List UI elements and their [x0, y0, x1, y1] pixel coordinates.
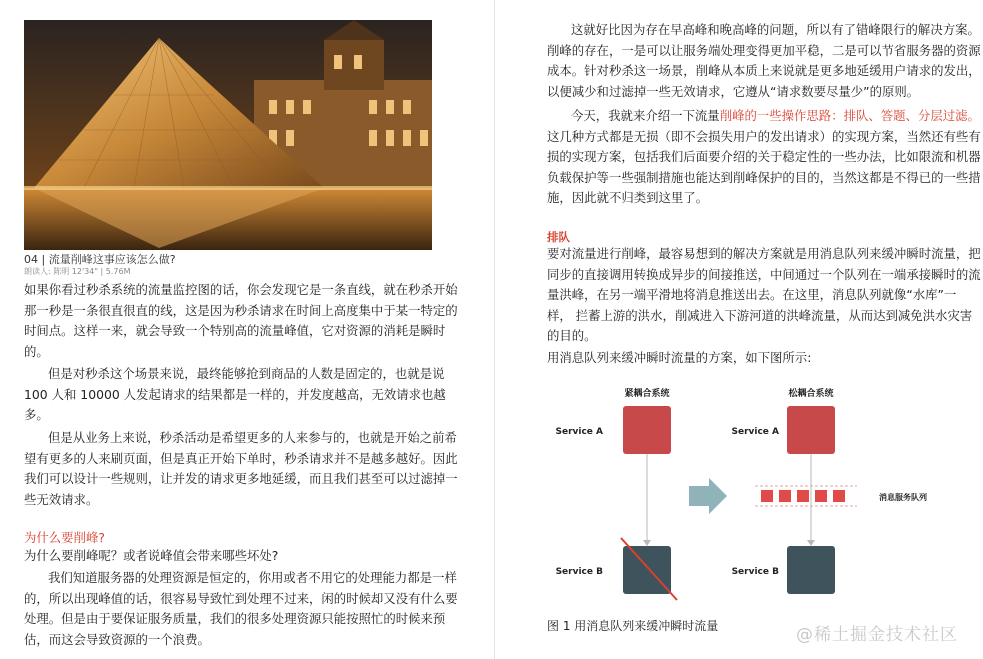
text-line: 但是从业务上来说，秒杀活动是希望更多的人来参与的，也就是开始之前希: [48, 430, 457, 445]
text-line: 那一秒是一条很直很直的线，这是因为秒杀请求在时间上高度集中于某一特定的: [24, 302, 458, 318]
audio-title: 04 | 流量削峰这事应该怎么做?: [24, 253, 176, 266]
arrow-head-icon: [643, 540, 651, 546]
service-a-label-left: Service A: [555, 427, 603, 437]
text-line: 同步的直接调用转换成异步的间接推送，中间通过一个队列在一端承接瞬时的流: [547, 266, 981, 282]
diagram-title-tight: 紧耦合系统: [624, 389, 670, 399]
text-line: 些无效请求。: [24, 491, 99, 507]
highlighted-text: 削峰的一些操作思路：排队、答题、分层过滤。: [719, 108, 980, 123]
text-line: 时间点。这样一来，就会导致一个特别高的流量峰值，它对资源的消耗是瞬时: [24, 323, 446, 338]
text-line: 以便减少和过滤掉一些无效请求，它遵从“请求数要尽量少”的原则。: [547, 83, 920, 99]
text-line: 估，而这会导致资源的一个浪费。: [24, 631, 210, 647]
text-line: 削峰的存在，一是可以让服务端处理变得更加平稳，二是可以节省服务器的资源: [547, 42, 981, 58]
paragraph-business: [24, 428, 458, 510]
text-line: 施，因此就不归类到这里了。: [547, 190, 709, 205]
text-line: 为什么要削峰呢？或者说峰值会带来哪些坏处?: [24, 548, 279, 563]
text-line: 望有更多的人来刷页面，但是真正开始下单时，秒杀请求并不是越多越好。因此: [24, 450, 458, 466]
diagram-title-loose: 松耦合系统: [788, 389, 834, 399]
paragraph-queue: [547, 244, 981, 347]
louvre-pyramid-photo: [24, 20, 432, 250]
service-a-box-right: [787, 406, 835, 454]
message-queue-diagram: [547, 378, 947, 608]
paragraph-question: [24, 546, 278, 567]
service-a-box-left: [623, 406, 671, 454]
page-divider: [494, 0, 495, 659]
text-line: 但是对秒杀这个场景来说，最终能够抢到商品的人数是固定的，也就是说: [48, 366, 445, 381]
text-line: 这就好比因为存在早高峰和晚高峰的问题，所以有了错峰限行的解决方案。: [571, 22, 980, 37]
text-span: 今天，我就来介绍一下流量: [571, 108, 720, 123]
text-line: 这几种方式都是无损（即不会损失用户的发出请求）的实现方案，当然还有些有: [547, 128, 981, 144]
text-line: 样， 拦蓄上游的洪水，削减进入下游河道的洪峰流量，从而达到减免洪水灾害: [547, 307, 973, 323]
text-line: 如果你看过秒杀系统的流量监控图的话，你会发现它是一条直线，就在秒杀开始: [24, 282, 458, 297]
transform-arrow-icon: [689, 478, 727, 514]
text-line: 量洪峰，在另一端平滑地将消息推送出去。在这里，消息队列就像“水库”一: [547, 287, 957, 302]
text-line: 100 人和 10000 人发起请求的结果都是一样的，并发度越高，无效请求也越: [24, 386, 446, 402]
text-line: 我们可以设计一些规则，让并发的请求更多地延缓，而且我们甚至可以过滤掉一: [24, 471, 458, 486]
text-line: 负载保护等一些强制措施也能达到削峰保护的目的，当然这都是不得已的一些措: [547, 169, 981, 185]
section-heading-why: 为什么要削峰?: [24, 530, 105, 545]
paragraph-approaches: [547, 106, 981, 209]
service-a-label-right: Service A: [731, 427, 779, 437]
audio-meta: 朗读人: 陈明 12'34" | 5.76M: [24, 267, 131, 276]
queue-label: 消息服务队列: [879, 493, 927, 502]
left-page: [0, 0, 490, 659]
right-page: [499, 0, 983, 659]
service-b-box-right: [787, 546, 835, 594]
text-line: [547, 106, 981, 127]
paragraph-resources: [24, 568, 458, 650]
arrow-head-icon: [807, 540, 815, 546]
text-line: 的，所以出现峰值的话，很容易导致忙到处理不过来，闲的时候却又没有什么要: [24, 590, 458, 606]
text-line: 损的实现方案，包括我们后面要介绍的关于稳定性的一些办法，比如限流和机器: [547, 149, 981, 164]
figure-caption: 图 1 用消息队列来缓冲瞬时流量: [547, 619, 719, 633]
service-b-label-left: Service B: [555, 567, 603, 577]
paragraph-intro: [24, 280, 458, 362]
text-line: 的。: [24, 343, 49, 359]
text-line: 我们知道服务器的处理资源是恒定的，你用或者不用它的处理能力都是一样: [48, 570, 457, 585]
text-line: 要对流量进行削峰，最容易想到的解决方案就是用消息队列来缓冲瞬时流量，把: [547, 246, 981, 261]
text-line: 多。: [24, 407, 49, 422]
paragraph-analogy: [547, 20, 981, 102]
text-line: 的目的。: [547, 328, 597, 343]
text-line: 用消息队列来缓冲瞬时流量的方案，如下图所示:: [547, 350, 812, 365]
watermark: @稀土掘金技术社区: [796, 625, 958, 645]
service-b-label-right: Service B: [731, 567, 779, 577]
paragraph-figure-intro: [547, 348, 811, 369]
text-line: 成本。针对秒杀这一场景，削峰从本质上来说就是更多地延缓用户请求的发出，: [547, 63, 981, 78]
section-heading-queue: 排队: [547, 230, 570, 244]
paragraph-fixed-winners: [24, 364, 446, 426]
text-line: 处理。但是由于要保证服务质量，我们的很多处理资源只能按照忙的时候来预: [24, 611, 446, 626]
message-queue: [755, 486, 857, 506]
